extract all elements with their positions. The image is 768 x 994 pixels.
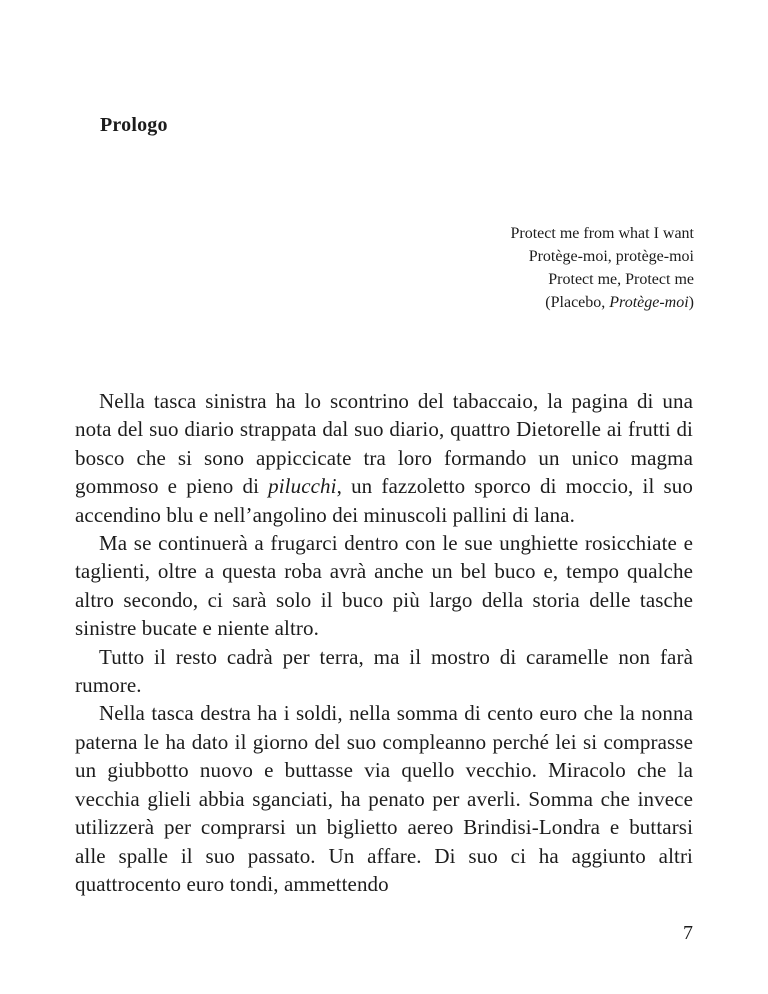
body-text xyxy=(75,387,693,898)
epigraph-line-1: Protect me from what I want xyxy=(510,225,694,242)
paragraph-4: Nella tasca destra ha i soldi, nella somma di cento euro che la nonna paterna le ha dato il giorno del suo compleanno perché lei si comprasse un giubbotto nuovo e buttasse via quello vecchio. Miracolo che la vecchia glieli abbia sganciati, ha penato per averli. Somma che invece utilizzerà per comprarsi un biglietto aereo Brindisi-Londra e buttarsi alle spalle il suo passato. Un affare. Di suo ci ha aggiunto altri quattrocento euro tondi, ammettendo xyxy=(75,701,693,896)
citation-suffix: ) xyxy=(688,294,694,311)
paragraph-1 xyxy=(75,387,693,529)
paragraph-1-text-b: , un fazzoletto sporco di moccio, il suo accendino blu e nell’angolino dei minuscoli pallini di lana. xyxy=(75,474,693,527)
paragraph-1-italic: pilucchi xyxy=(268,474,337,499)
chapter-title: Prologo xyxy=(100,114,168,136)
epigraph-line-2: Protège-moi, protège-moi xyxy=(528,248,694,265)
paragraph-1-text-a: Nella tasca sinistra ha lo scontrino del tabaccaio, la pagina di una nota del suo diario strappata dal suo diario, quattro Dietorelle ai frutti di bosco che si sono appiccicate tra loro formando un unico magma gommoso e pieno di xyxy=(75,389,693,499)
paragraph-3: Tutto il resto cadrà per terra, ma il mostro di caramelle non farà rumore. xyxy=(75,644,693,698)
citation-prefix: (Placebo, xyxy=(545,294,610,311)
paragraph-2: Ma se continuerà a frugarci dentro con le sue unghiette rosicchiate e taglienti, oltre a questa roba avrà anche un bel buco e, tempo qualche altro secondo, ci sarà solo il buco più largo della storia delle tasche sinistre bucate e niente altro. xyxy=(75,531,693,641)
citation-title: Protège-moi xyxy=(609,294,689,311)
page-number: 7 xyxy=(683,922,693,944)
epigraph-citation xyxy=(511,291,695,314)
epigraph xyxy=(511,222,695,314)
epigraph-line-3: Protect me, Protect me xyxy=(548,271,694,288)
